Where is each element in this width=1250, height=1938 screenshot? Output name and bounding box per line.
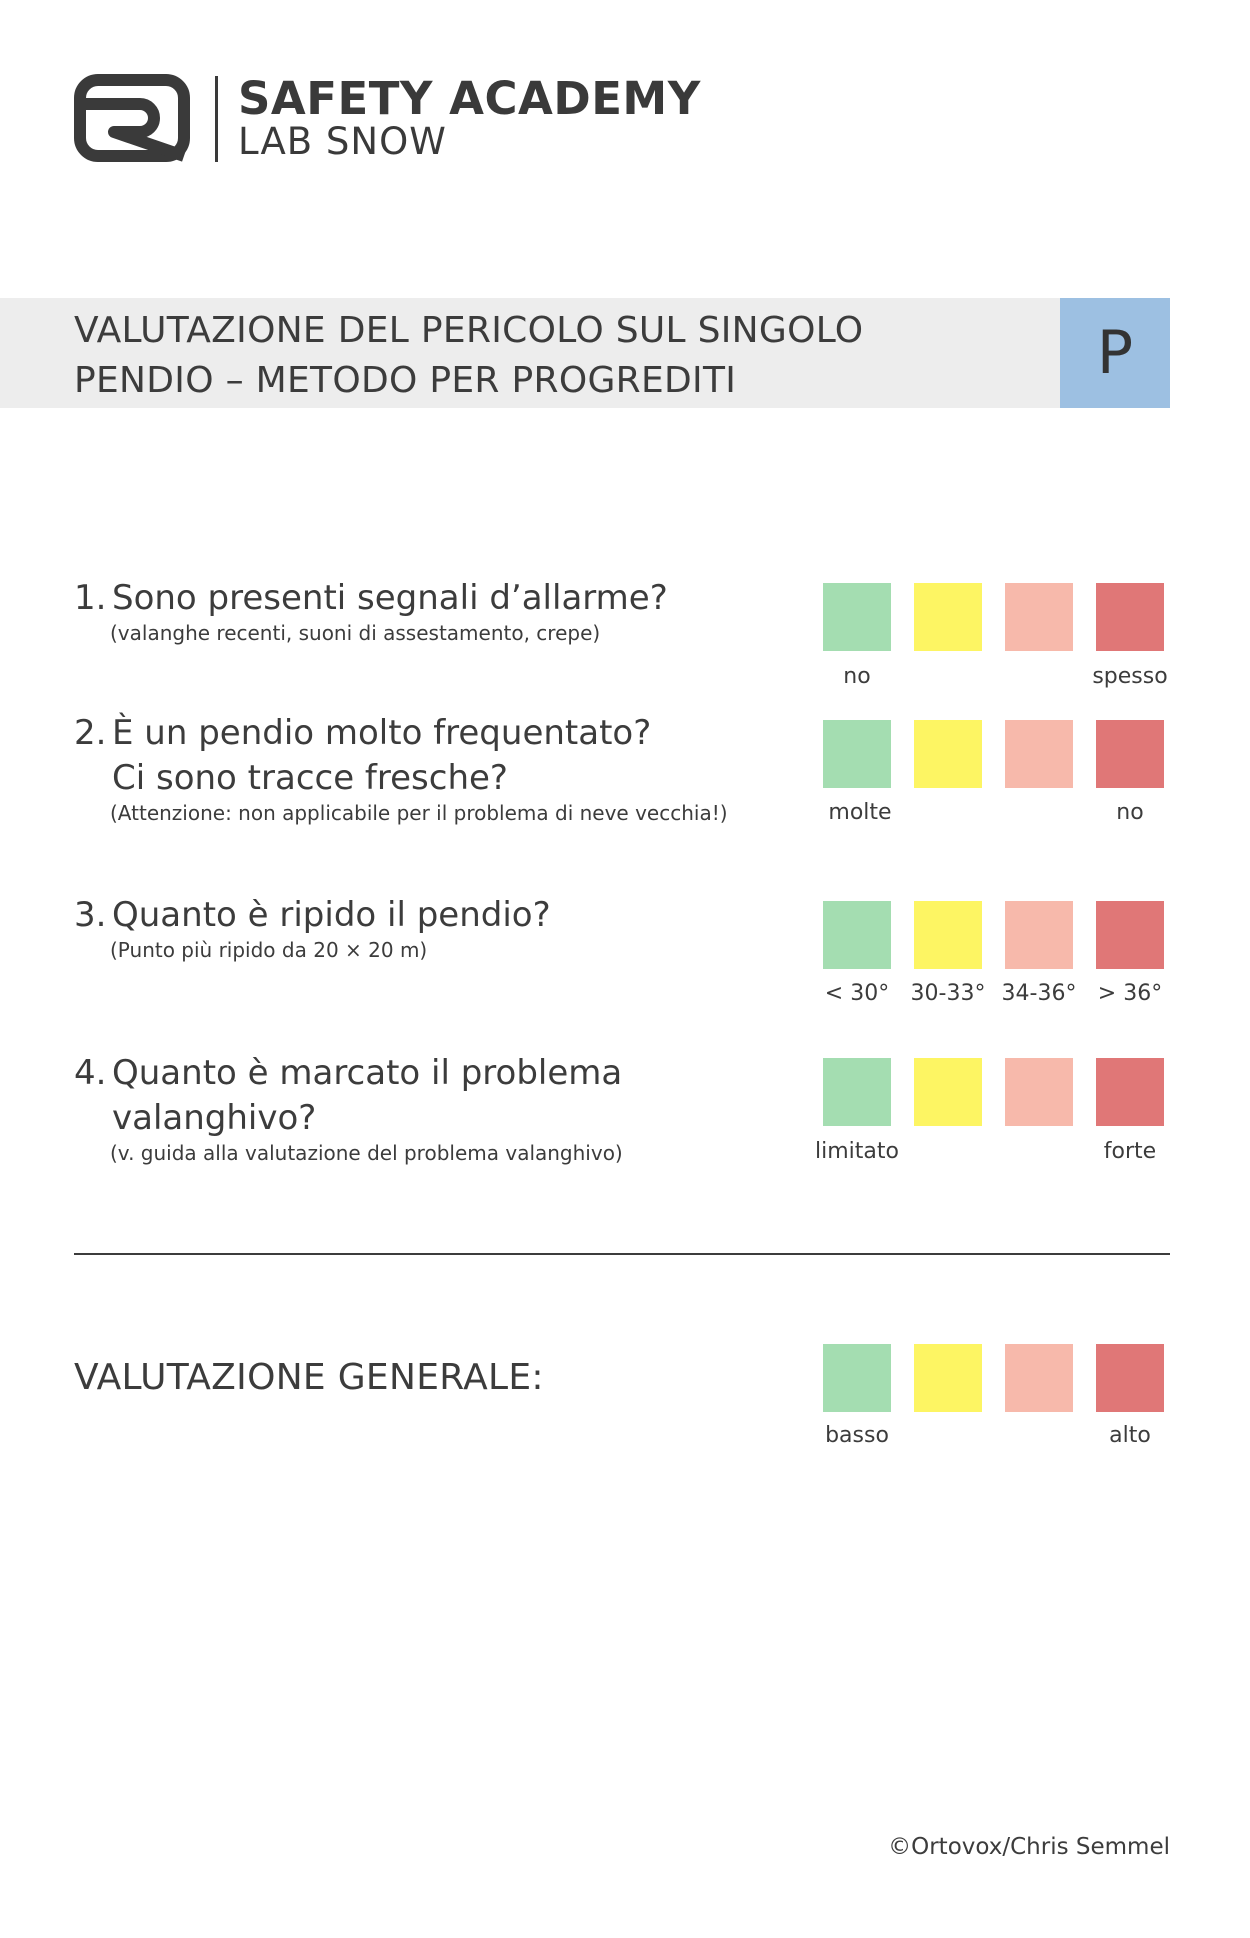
q4-label-low: limitato bbox=[815, 1139, 899, 1164]
overall-scale-yellow[interactable] bbox=[914, 1344, 982, 1412]
overall-scale-pink[interactable] bbox=[1005, 1344, 1073, 1412]
overall-assessment-title: VALUTAZIONE GENERALE: bbox=[74, 1357, 544, 1398]
overall-scale-red[interactable] bbox=[1096, 1344, 1164, 1412]
question-2-text: È un pendio molto frequentato? bbox=[112, 713, 652, 753]
q3-scale-red[interactable] bbox=[1096, 901, 1164, 969]
overall-label-high: alto bbox=[1109, 1423, 1151, 1448]
question-3-text: Quanto è ripido il pendio? bbox=[112, 895, 551, 935]
q3-scale-yellow[interactable] bbox=[914, 901, 982, 969]
page-title-line-2: PENDIO – METODO PER PROGREDITI bbox=[74, 360, 737, 401]
q3-label-1: < 30° bbox=[824, 981, 890, 1006]
q4-scale-red[interactable] bbox=[1096, 1058, 1164, 1126]
q4-scale-pink[interactable] bbox=[1005, 1058, 1073, 1126]
brand-title: SAFETY ACADEMY bbox=[238, 72, 701, 125]
question-2-text-cont: Ci sono tracce fresche? bbox=[112, 758, 508, 798]
logo-divider bbox=[215, 76, 218, 162]
page-title-line-1: VALUTAZIONE DEL PERICOLO SUL SINGOLO bbox=[74, 310, 864, 351]
question-1-number: 1. bbox=[74, 578, 107, 618]
question-3-title bbox=[74, 893, 551, 938]
q3-label-2: 30-33° bbox=[910, 981, 986, 1006]
brand-subtitle: LAB SNOW bbox=[238, 120, 447, 163]
q2-scale-yellow[interactable] bbox=[914, 720, 982, 788]
q2-label-high: no bbox=[1116, 800, 1144, 825]
question-1-text: Sono presenti segnali d’allarme? bbox=[112, 578, 668, 618]
q3-scale-green[interactable] bbox=[823, 901, 891, 969]
question-4-note: (v. guida alla valutazione del problema valanghivo) bbox=[110, 1141, 623, 1165]
q4-scale-green[interactable] bbox=[823, 1058, 891, 1126]
level-badge: P bbox=[1060, 298, 1170, 408]
q2-scale-pink[interactable] bbox=[1005, 720, 1073, 788]
q4-label-high: forte bbox=[1103, 1139, 1157, 1164]
question-4-text-cont: valanghivo? bbox=[112, 1098, 317, 1138]
q4-scale-yellow[interactable] bbox=[914, 1058, 982, 1126]
section-divider bbox=[74, 1253, 1170, 1255]
overall-scale-green[interactable] bbox=[823, 1344, 891, 1412]
question-1-note: (valanghe recenti, suoni di assestamento, crepe) bbox=[110, 621, 601, 645]
q1-scale-pink[interactable] bbox=[1005, 583, 1073, 651]
question-2-title bbox=[74, 711, 651, 801]
question-2-number: 2. bbox=[74, 713, 107, 753]
page-title bbox=[74, 306, 1054, 406]
q1-scale-green[interactable] bbox=[823, 583, 891, 651]
q3-label-4: > 36° bbox=[1097, 981, 1163, 1006]
q2-scale-green[interactable] bbox=[823, 720, 891, 788]
question-4-title bbox=[74, 1051, 622, 1141]
copyright: ©Ortovox/Chris Semmel bbox=[888, 1834, 1170, 1860]
overall-label-low: basso bbox=[825, 1423, 889, 1448]
q3-label-3: 34-36° bbox=[1001, 981, 1077, 1006]
q1-scale-yellow[interactable] bbox=[914, 583, 982, 651]
question-4-number: 4. bbox=[74, 1053, 107, 1093]
q1-scale-red[interactable] bbox=[1096, 583, 1164, 651]
question-3-note: (Punto più ripido da 20 × 20 m) bbox=[110, 938, 428, 962]
ortovox-logo bbox=[74, 74, 190, 162]
question-2-note: (Attenzione: non applicabile per il problema di neve vecchia!) bbox=[110, 801, 728, 825]
question-4-text: Quanto è marcato il problema bbox=[112, 1053, 623, 1093]
q3-scale-pink[interactable] bbox=[1005, 901, 1073, 969]
q2-scale-red[interactable] bbox=[1096, 720, 1164, 788]
q2-label-low: molte bbox=[828, 800, 892, 825]
question-3-number: 3. bbox=[74, 895, 107, 935]
q1-label-low: no bbox=[843, 664, 871, 689]
q1-label-high: spesso bbox=[1092, 664, 1168, 689]
question-1-title bbox=[74, 576, 668, 621]
